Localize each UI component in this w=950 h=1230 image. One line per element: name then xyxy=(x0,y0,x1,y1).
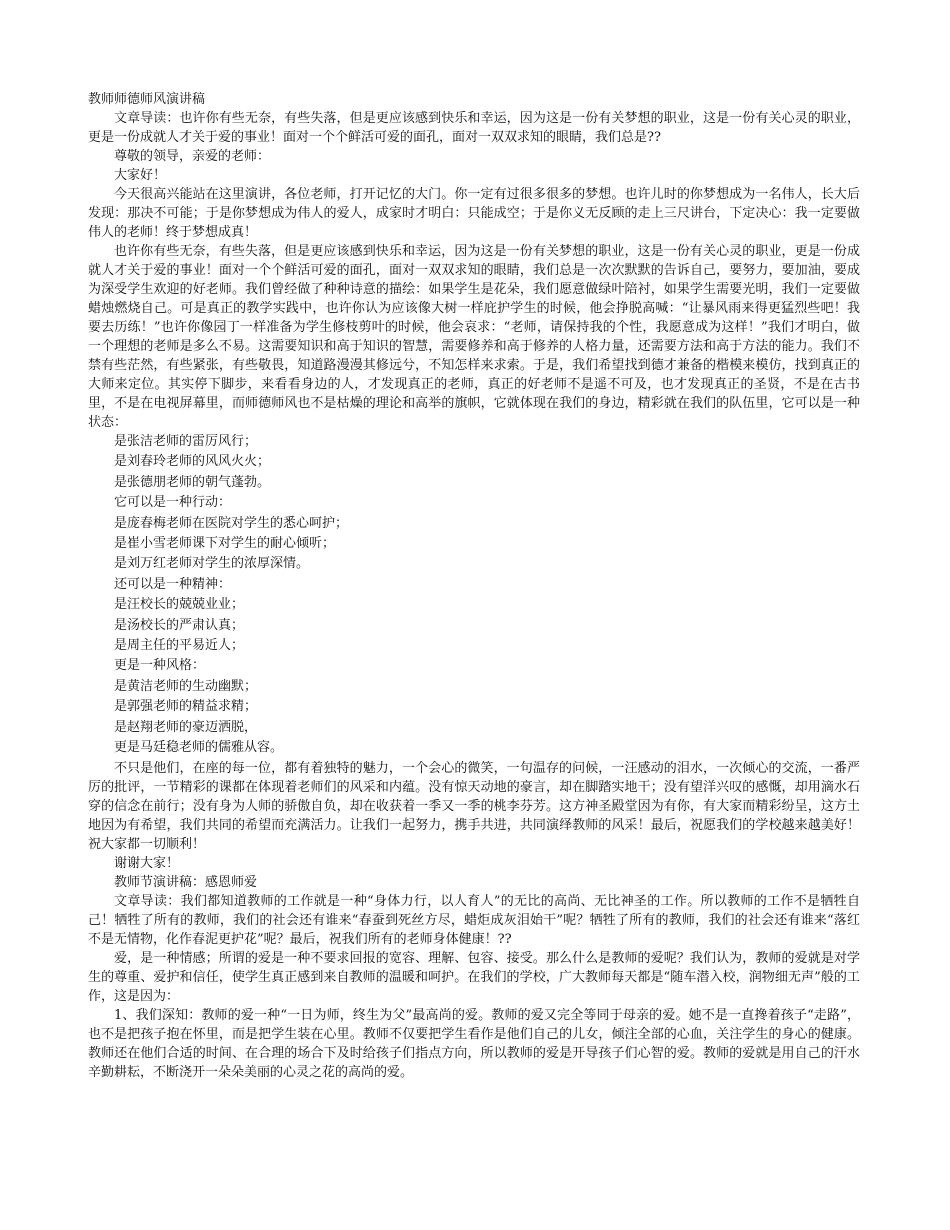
opening-paragraph: 今天很高兴能站在这里演讲，各位老师，打开记忆的大门。你一定有过很多很多的梦想。也许儿时的你梦想成为一名伟人，长大后发现：那决不可能；于是你梦想成为伟人的爱人，成家时才明白：只能成空；于是你义无反顾的走上三尺讲台，下定决心：我一定要做伟人的老师！终于梦想成真！ xyxy=(88,187,860,240)
second-title-paragraph: 教师节演讲稿：感恩师爱 xyxy=(114,874,258,890)
list-item: 是汪校长的兢兢业业； xyxy=(114,597,245,613)
list-item: 是汤校长的严肃认真； xyxy=(114,617,245,633)
main-body-paragraph: 也许你有些无奈，有些失落，但是更应该感到快乐和幸运，因为这是一份有关梦想的职业，这是一份有关心灵的职业，更是一份成就人才关于爱的事业！面对一个个鲜活可爱的面孔，面对一双双求知的眼睛，我们总是一次次默默的告诉自己，要努力，要加油，要成为深受学生欢迎的好老师。我们曾经做了种种诗意的描绘：如果学生是花朵，我们愿意做绿叶陪衬，如果学生需要光明，我们一定要做蜡烛燃烧自己。可是真正的教学实践中，也许你认为应该像大树一样庇护学生的时候，他会挣脱高喊：“让暴风雨来得更猛烈些吧！我要去历练！”也许你像园丁一样准备为学生修枝剪叶的时候，他会哀求：“老师，请保持我的个性，我愿意成为这样！”我们才明白，做一个理想的老师是多么不易。这需要知识和高于知识的智慧，需要修养和高于修养的人格力量，还需要方法和高于方法的能力。我们不禁有些茫然，有些紧张，有些敬畏，知道路漫漫其修远兮，不知怎样来求索。于是，我们希望找到德才兼备的楷模来模仿，找到真正的大师来定位。其实停下脚步，来看看身边的人，才发现真正的老师，真正的好老师不是遥不可及，也才发现真正的圣贤，不是在古书里，不是在电视屏幕里，而师德师风也不是枯燥的理论和高举的旗帜，它就体现在我们的身边，精彩就在我们的队伍里，它可以是一种状态： xyxy=(88,244,860,430)
salutation-paragraph: 尊敬的领导，亲爱的老师： xyxy=(114,149,271,164)
list-item: 更是马廷稳老师的儒雅从容。 xyxy=(114,740,284,756)
list-heading: 还可以是一种精神： xyxy=(114,576,232,592)
love-definition-paragraph: 爱，是一种情感；所谓的爱是一种不要求回报的宽容、理解、包容、接受。那么什么是教师的爱呢？我们认为，教师的爱就是对学生的尊重、爱护和信任，使学生真正感到来自教师的温暖和呵护。在我们的学校，广大教师每天都是“随车潜入校，润物细无声”般的工作，这是因为： xyxy=(88,950,860,1004)
list-item: 是庞春梅老师在医院对学生的悉心呵护； xyxy=(114,515,349,531)
list-item: 是赵翔老师的豪迈洒脱， xyxy=(114,719,258,735)
article-intro-paragraph: 文章导读：也许你有些无奈，有些失落，但是更应该感到快乐和幸运，因为这是一份有关梦想的职业，这是一份有关心灵的职业，更是一份成就人才关于爱的事业！面对一个个鲜活可爱的面孔，面对一双双求知的眼睛，我们总是?? xyxy=(88,111,860,145)
second-intro-paragraph: 文章导读：我们都知道教师的工作就是一种“身体力行，以人育人”的无比的高尚、无比神圣的工作。所以教师的工作不是牺牲自己！牺牲了所有的教师，我们的社会还有谁来“春蚕到死丝方尽，蜡炬成灰泪始干”呢？牺牲了所有的教师，我们的社会还有谁来“落红不是无情物，化作春泥更护花”呢？最后，祝我们所有的老师身体健康！?? xyxy=(88,893,860,947)
document-title: 教师师德师风演讲稿 xyxy=(88,92,206,107)
list-item: 是郭强老师的精益求精； xyxy=(114,699,258,715)
point-one-paragraph: 1、我们深知：教师的爱一种“一日为师，终生为父”最高尚的爱。教师的爱又完全等同于母亲的爱。她不是一直搀着孩子“走路”，也不是把孩子抱在怀里，而是把学生装在心里。教师不仅要把学生看作是他们自己的儿女，倾注全部的心血，关注学生的身心的健康。教师还在他们合适的时间、在合理的场合下及时给孩子们指点方向，所以教师的爱是开导孩子们心智的爱。教师的爱就是用自己的汗水辛勤耕耘，不断浇开一朵朵美丽的心灵之花的高尚的爱。 xyxy=(88,1007,860,1080)
list-item: 是刘万红老师对学生的浓厚深情。 xyxy=(114,556,310,572)
list-item: 是刘春玲老师的风风火火； xyxy=(114,454,271,470)
list-heading: 它可以是一种行动： xyxy=(114,495,232,511)
list-item: 是张德朋老师的朝气蓬勃。 xyxy=(114,474,271,490)
thanks-paragraph: 谢谢大家！ xyxy=(114,855,180,871)
greeting-paragraph: 大家好！ xyxy=(114,168,167,183)
list-item: 是周主任的平易近人； xyxy=(114,638,245,654)
list-item: 是张洁老师的雷厉风行； xyxy=(114,434,258,449)
document-page xyxy=(88,90,860,1082)
closing-paragraph: 不只是他们，在座的每一位，都有着独特的魅力，一个会心的微笑，一句温存的问候，一汪感动的泪水，一次倾心的交流，一番严厉的批评，一节精彩的课都在体现着老师们的风采和内蕴。没有惊天动地的豪言，却在脚踏实地干；没有望洋兴叹的感慨，却用滴水石穿的信念在前行；没有身为人师的骄傲自负，却在收获着一季又一季的桃李芬芳。这方神圣殿堂因为有你，有大家而精彩纷呈，这方土地因为有希望，我们共同的希望而充满活力。让我们一起努力，携手共进，共同演绎教师的风采！最后，祝愿我们的学校越来越美好！祝大家都一切顺利！ xyxy=(88,760,860,852)
list-item: 是崔小雪老师课下对学生的耐心倾听； xyxy=(114,536,336,552)
list-item: 是黄洁老师的生动幽默； xyxy=(114,678,258,694)
list-heading: 更是一种风格： xyxy=(114,658,206,674)
